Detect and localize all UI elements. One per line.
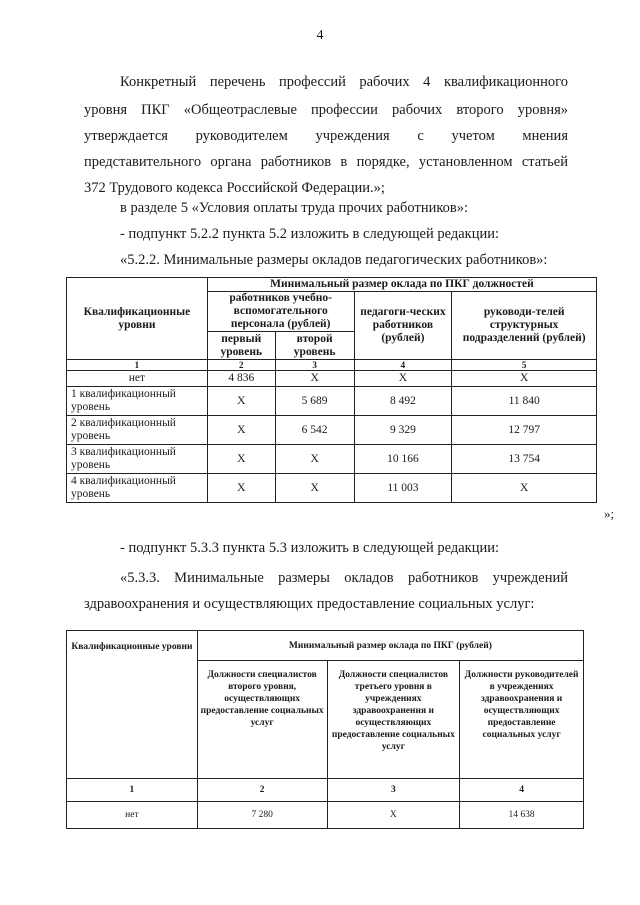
table-cell: X xyxy=(452,474,597,503)
table-cell: X xyxy=(207,474,275,503)
page-number: 4 xyxy=(316,28,324,43)
table-cell: 4 836 xyxy=(207,371,275,387)
paragraph-line: 372 Трудового кодекса Российской Федерации.»; xyxy=(84,180,385,196)
table-cell: 8 492 xyxy=(354,387,452,416)
paragraph-line: уровня ПКГ «Общеотраслевые профессии рабочих второго уровня» xyxy=(84,102,568,118)
paragraph-line: Конкретный перечень профессий рабочих 4 квалификационного xyxy=(120,74,568,90)
table-cell: 14 638 xyxy=(460,802,584,829)
table-header-col4: Должности руководителей в учреждениях здравоохранения и осуществляющих предоставление социальных услуг xyxy=(460,661,584,779)
column-number: 4 xyxy=(354,360,452,371)
table-header-col3: Должности специалистов третьего уровня в учреждениях здравоохранения и осуществляющих предоставление социальных услуг xyxy=(327,661,460,779)
table-header-educational-staff: работников учебно-вспомогательного персонала (рублей) xyxy=(207,292,354,332)
table-cell: X xyxy=(207,416,275,445)
table-cell: X xyxy=(327,802,460,829)
table-header-col2: Должности специалистов второго уровня, осуществляющих предоставление социальных услуг xyxy=(197,661,327,779)
column-number: 2 xyxy=(207,360,275,371)
table-header-group: Минимальный размер оклада по ПКГ (рублей) xyxy=(197,631,583,661)
table-cell: 3 квалификационный уровень xyxy=(67,445,208,474)
table-cell: 2 квалификационный уровень xyxy=(67,416,208,445)
table-cell: X xyxy=(207,445,275,474)
paragraph-line: представительного органа работников в порядке, установленном статьей xyxy=(84,154,568,170)
column-number: 1 xyxy=(67,779,198,802)
table-row xyxy=(67,371,597,387)
paragraph-line: утверждается руководителем учреждения с учетом мнения xyxy=(84,128,568,144)
table-cell: 11 840 xyxy=(452,387,597,416)
table-cell: 1 квалификационный уровень xyxy=(67,387,208,416)
table-cell: X xyxy=(354,371,452,387)
table-column-numbers xyxy=(67,360,597,371)
table-header-heads: руководи-телей структурных подразделений (рублей) xyxy=(452,292,597,360)
paragraph-522-title: «5.2.2. Минимальные размеры окладов педагогических работников»: xyxy=(120,252,548,268)
table-cell: X xyxy=(452,371,597,387)
table-cell: 12 797 xyxy=(452,416,597,445)
column-number: 4 xyxy=(460,779,584,802)
table-row xyxy=(67,387,597,416)
table-cell: нет xyxy=(67,802,198,829)
table-column-numbers xyxy=(67,779,584,802)
table-header-levels: Квалификационные уровни xyxy=(67,631,198,779)
table-cell: 9 329 xyxy=(354,416,452,445)
table-row xyxy=(67,445,597,474)
paragraph-subitem-522: - подпункт 5.2.2 пункта 5.2 изложить в следующей редакции: xyxy=(120,226,500,242)
table-row xyxy=(67,416,597,445)
table-cell: X xyxy=(275,371,354,387)
paragraph-533-title: «5.3.3. Минимальные размеры окладов работников учреждений xyxy=(120,570,568,586)
table-header-first-level: первый уровень xyxy=(207,332,275,360)
table-header-second-level: второй уровень xyxy=(275,332,354,360)
table-pedagogical-salaries xyxy=(66,277,597,503)
column-number: 3 xyxy=(275,360,354,371)
table-row xyxy=(67,802,584,829)
table-cell: 11 003 xyxy=(354,474,452,503)
table-cell: 7 280 xyxy=(197,802,327,829)
table-cell: 4 квалификационный уровень xyxy=(67,474,208,503)
paragraph-533-title-cont: здравоохранения и осуществляющих предоставление социальных услуг: xyxy=(84,596,535,612)
column-number: 2 xyxy=(197,779,327,802)
paragraph-section-5: в разделе 5 «Условия оплаты труда прочих работников»: xyxy=(120,200,469,216)
paragraph-subitem-533: - подпункт 5.3.3 пункта 5.3 изложить в следующей редакции: xyxy=(120,540,500,556)
table-cell: нет xyxy=(67,371,208,387)
table-cell: 5 689 xyxy=(275,387,354,416)
closing-quote: »; xyxy=(604,506,615,521)
table-cell: 13 754 xyxy=(452,445,597,474)
column-number: 5 xyxy=(452,360,597,371)
column-number: 3 xyxy=(327,779,460,802)
table-header-pedagogical: педагоги-ческих работников (рублей) xyxy=(354,292,452,360)
column-number: 1 xyxy=(67,360,208,371)
table-cell: 6 542 xyxy=(275,416,354,445)
table-cell: X xyxy=(275,474,354,503)
table-row xyxy=(67,474,597,503)
table-cell: X xyxy=(207,387,275,416)
table-header-levels: Квалификационные уровни xyxy=(67,278,208,360)
table-cell: X xyxy=(275,445,354,474)
table-healthcare-salaries xyxy=(66,630,584,829)
table-header-group: Минимальный размер оклада по ПКГ должностей xyxy=(207,278,596,292)
table-cell: 10 166 xyxy=(354,445,452,474)
